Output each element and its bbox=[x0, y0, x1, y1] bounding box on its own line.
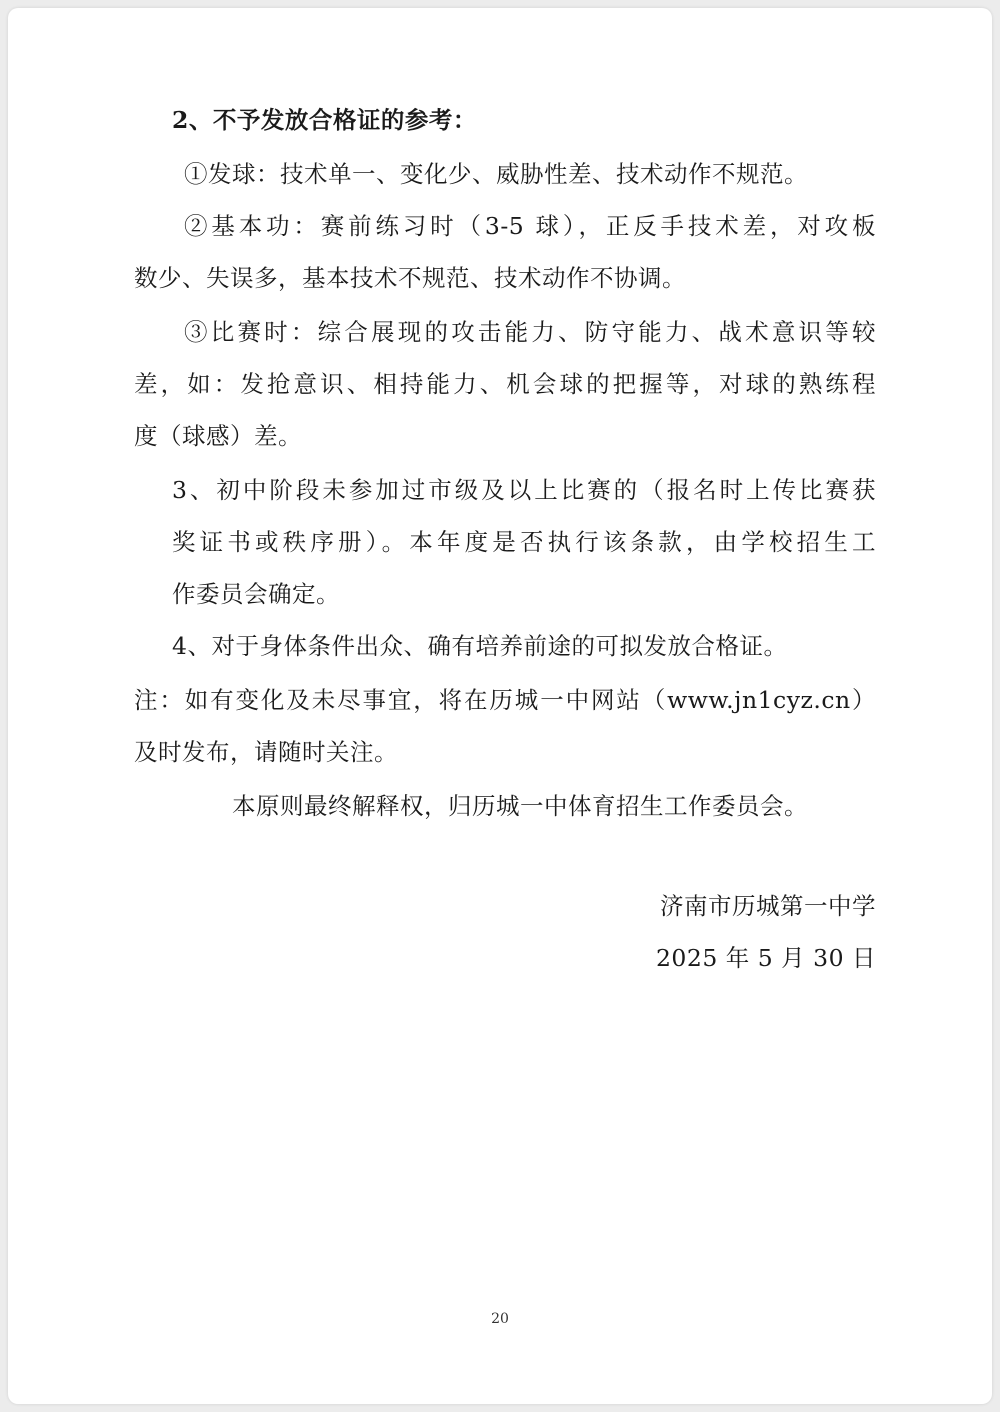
note-line-1: 注：如有变化及未尽事宜，将在历城一中网站（www.jn1cyz.cn） bbox=[134, 686, 876, 714]
section-3-line-2: 奖证书或秩序册）。本年度是否执行该条款，由学校招生工 bbox=[172, 528, 876, 556]
section-2-item-1: ①发球：技术单一、变化少、威胁性差、技术动作不规范。 bbox=[184, 160, 808, 188]
page-number: 20 bbox=[491, 1311, 509, 1327]
note-line-2: 及时发布，请随时关注。 bbox=[134, 738, 398, 766]
section-3-line-1: 3、初中阶段未参加过市级及以上比赛的（报名时上传比赛获 bbox=[172, 476, 876, 504]
interpretation-statement: 本原则最终解释权，归历城一中体育招生工作委员会。 bbox=[232, 792, 808, 820]
signature-date: 2025 年 5 月 30 日 bbox=[655, 944, 876, 972]
section-2-item-3-line-3: 度（球感）差。 bbox=[134, 422, 302, 450]
section-2-item-3-line-2: 差，如：发抢意识、相持能力、机会球的把握等，对球的熟练程 bbox=[134, 370, 876, 398]
section-3-line-3: 作委员会确定。 bbox=[172, 580, 340, 608]
section-2-item-3-line-1: ③比赛时：综合展现的攻击能力、防守能力、战术意识等较 bbox=[184, 318, 876, 346]
section-2-item-2-line-1: ②基本功：赛前练习时（3-5 球），正反手技术差，对攻板 bbox=[184, 212, 876, 240]
section-2-item-2-line-2: 数少、失误多，基本技术不规范、技术动作不协调。 bbox=[134, 264, 686, 292]
signature-organization: 济南市历城第一中学 bbox=[660, 892, 876, 920]
section-2-heading: 2、不予发放合格证的参考： bbox=[172, 106, 477, 134]
section-4-line-1: 4、对于身体条件出众、确有培养前途的可拟发放合格证。 bbox=[172, 632, 788, 660]
